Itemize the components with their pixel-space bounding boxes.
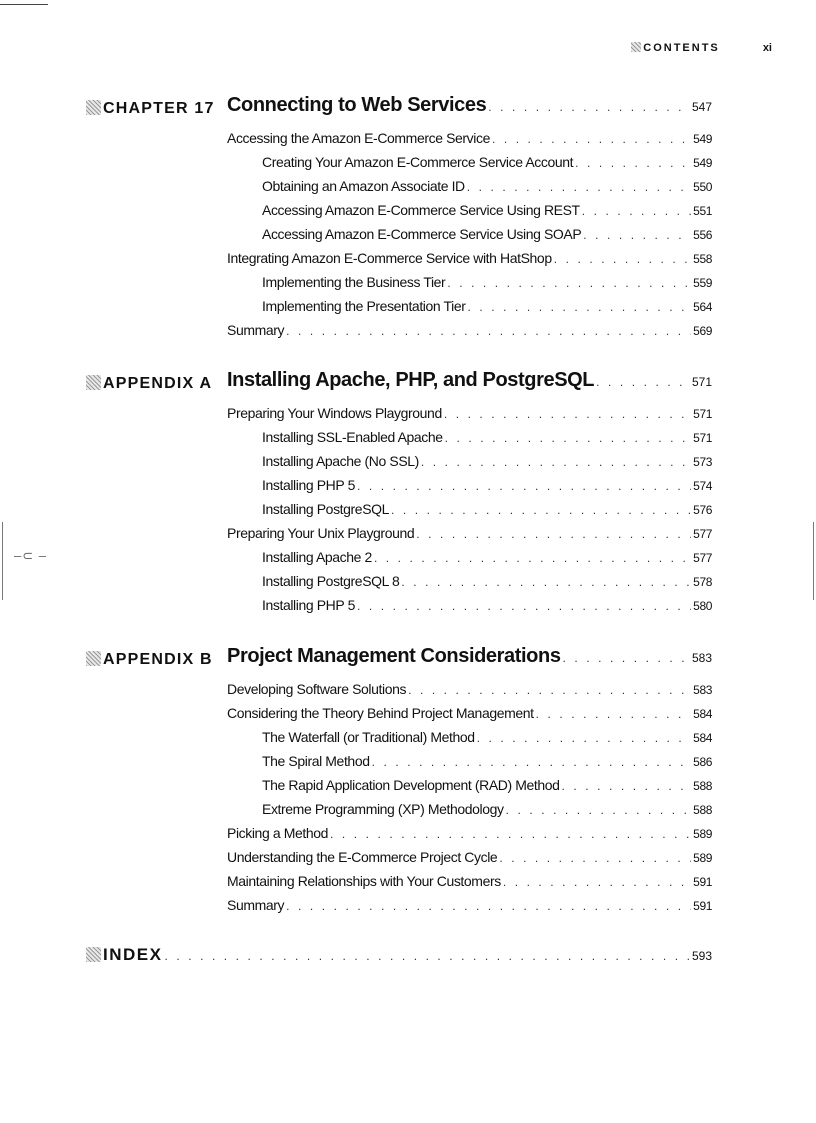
toc-subentry[interactable]: Installing Apache 2 . . . 577 [227,549,712,573]
section-title: Connecting to Web Services [227,94,487,116]
section-page-number: 583 [691,651,712,665]
registration-mark-icon: –⊂ – [14,548,47,563]
dot-leader [164,949,690,963]
toc-entry[interactable]: Summary . . . 591 [227,897,712,921]
section-label: APPENDIX A [86,375,212,393]
hatch-icon [86,947,101,962]
running-head-label: CONTENTS [643,42,720,54]
section-title-line[interactable] [227,369,712,392]
section-page-number: 571 [691,375,712,389]
index-page-number: 593 [691,949,712,963]
margin-mark-right [813,522,814,600]
toc-entry[interactable]: Preparing Your Windows Playground . . . 571 [227,405,712,429]
section-entries [227,681,712,921]
toc-subentry[interactable]: The Rapid Application Development (RAD) Method . . . 588 [227,777,712,801]
toc-subentry[interactable]: Implementing the Business Tier . . . 559 [227,274,712,298]
hatch-icon [631,42,641,52]
hatch-icon [86,375,101,390]
toc-subentry[interactable]: Installing PHP 5 . . . 574 [227,477,712,501]
section-page-number: 547 [691,100,712,114]
section-title-line[interactable] [227,94,712,117]
dot-leader [563,651,690,665]
section-heading [86,94,712,124]
toc-entry[interactable]: Picking a Method . . . 589 [227,825,712,849]
toc-subentry[interactable]: The Spiral Method . . . 586 [227,753,712,777]
toc-entry[interactable]: Considering the Theory Behind Project Management . . . 584 [227,705,712,729]
toc-subentry[interactable]: Installing PostgreSQL 8 . . . 578 [227,573,712,597]
toc-section-appendix-a [86,369,712,621]
toc-entry[interactable]: Developing Software Solutions . . . 583 [227,681,712,705]
toc-entry[interactable]: Understanding the E-Commerce Project Cycle . . . 589 [227,849,712,873]
toc-subentry[interactable]: Implementing the Presentation Tier . . . 564 [227,298,712,322]
toc-subentry[interactable]: Accessing Amazon E-Commerce Service Using SOAP . . . 556 [227,226,712,250]
toc-subentry[interactable]: Extreme Programming (XP) Methodology . . . 588 [227,801,712,825]
toc-subentry[interactable]: Installing Apache (No SSL) . . . 573 [227,453,712,477]
toc-entry[interactable]: Maintaining Relationships with Your Customers . . . 591 [227,873,712,897]
hatch-icon [86,651,101,666]
toc-subentry[interactable]: Installing PostgreSQL . . . 576 [227,501,712,525]
toc-entry[interactable]: Summary . . . 569 [227,322,712,346]
section-entries [227,130,712,346]
section-title: Installing Apache, PHP, and PostgreSQL [227,369,595,391]
toc-subentry[interactable]: Installing SSL-Enabled Apache . . . 571 [227,429,712,453]
dot-leader [596,375,690,389]
toc-entry[interactable]: Integrating Amazon E-Commerce Service with HatShop . . . 558 [227,250,712,274]
section-label: CHAPTER 17 [86,100,215,118]
section-label: APPENDIX B [86,651,213,669]
running-head-page-number: xi [762,42,772,54]
section-title: Project Management Considerations [227,645,561,667]
toc-subentry[interactable]: Installing PHP 5 . . . 580 [227,597,712,621]
toc-subentry[interactable]: The Waterfall (or Traditional) Method . . . 584 [227,729,712,753]
toc-index-line[interactable] [86,945,712,965]
toc-subentry[interactable]: Obtaining an Amazon Associate ID . . . 550 [227,178,712,202]
hatch-icon [86,100,101,115]
running-head [631,42,772,54]
section-title-line[interactable] [227,645,712,668]
section-heading [86,369,712,399]
section-entries [227,405,712,621]
crop-mark-top [0,4,48,5]
toc-section-chapter-17 [86,94,712,346]
index-label: INDEX [86,945,162,965]
section-heading [86,645,712,675]
toc-subentry[interactable]: Creating Your Amazon E-Commerce Service Account . . . 549 [227,154,712,178]
toc-section-appendix-b [86,645,712,921]
toc-entry[interactable]: Preparing Your Unix Playground . . . 577 [227,525,712,549]
toc-entry[interactable]: Accessing the Amazon E-Commerce Service . . . 549 [227,130,712,154]
margin-mark-left [2,522,3,600]
toc-subentry[interactable]: Accessing Amazon E-Commerce Service Using REST . . . 551 [227,202,712,226]
dot-leader [488,100,690,114]
